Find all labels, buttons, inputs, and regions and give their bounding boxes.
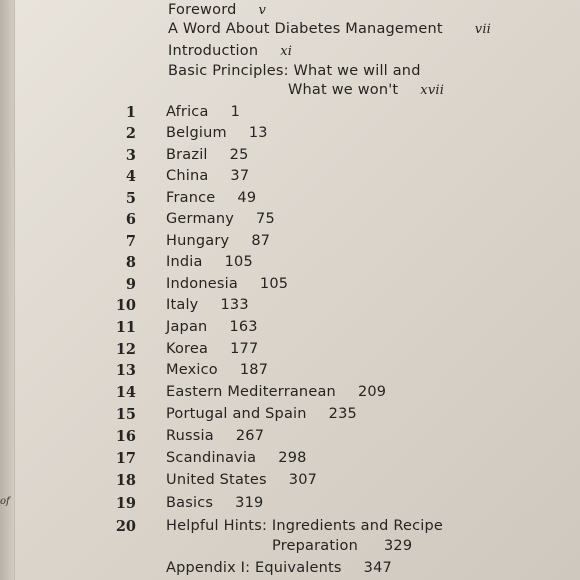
chapter-title-line <box>166 254 253 270</box>
chapter-title-line <box>166 362 268 378</box>
chapter-number: 19 <box>115 495 136 512</box>
chapter-title: India <box>166 254 203 270</box>
chapter-number: 16 <box>115 428 136 445</box>
chapter-number: 1 <box>125 104 136 121</box>
entry-page: xvii <box>420 83 445 98</box>
chapter-page: 235 <box>328 406 357 422</box>
chapter-number: 15 <box>115 406 136 423</box>
chapter-title-line <box>166 518 443 534</box>
chapter-number: 9 <box>125 276 136 293</box>
chapter-title-line <box>166 472 317 488</box>
chapter-title: Hungary <box>166 233 230 249</box>
chapter-title-line <box>166 341 258 357</box>
chapter-title-line <box>166 384 386 400</box>
chapter-title: Portugal and Spain <box>166 406 307 422</box>
chapter-title: Korea <box>166 341 209 357</box>
chapter-page: 25 <box>229 147 249 163</box>
chapter-title: Africa <box>166 104 209 120</box>
chapter-title-line <box>166 450 307 466</box>
chapter-number: 13 <box>115 362 136 379</box>
chapter-page: 105 <box>224 254 253 270</box>
chapter-title-line <box>166 125 268 141</box>
chapter-page: 105 <box>259 276 289 292</box>
chapter-title: Belgium <box>166 125 227 141</box>
margin-text: of <box>0 496 10 507</box>
chapter-page: 187 <box>239 362 269 378</box>
chapter-number: 18 <box>115 472 136 489</box>
chapter-title: China <box>166 168 209 184</box>
chapter-page: 75 <box>256 211 275 227</box>
chapter-title: Scandinavia <box>166 450 257 466</box>
chapter-title-line-continued <box>272 538 412 554</box>
chapter-title: Japan <box>166 319 208 335</box>
toc-entry-basic-principles <box>168 63 421 79</box>
chapter-title: Italy <box>166 297 199 313</box>
chapter-number: 12 <box>115 341 136 358</box>
chapter-number: 8 <box>125 254 136 271</box>
entry-title: Basic Principles: What we will and <box>168 63 421 79</box>
entry-title: A Word About Diabetes Management <box>168 21 443 37</box>
chapter-number: 6 <box>125 211 136 228</box>
chapter-number: 7 <box>125 233 136 250</box>
appendix-page: 347 <box>363 560 392 576</box>
entry-page: vii <box>474 22 492 37</box>
chapter-title: Eastern Mediterranean <box>166 384 336 400</box>
chapter-title-line <box>166 319 258 335</box>
chapter-number: 17 <box>115 450 136 467</box>
chapter-number: 4 <box>125 168 136 185</box>
toc-entry-diabetes-management <box>168 21 491 37</box>
chapter-title-continued: Preparation <box>272 538 358 554</box>
chapter-page: 177 <box>230 341 259 357</box>
chapter-title-line <box>166 190 256 206</box>
toc-entry-foreword <box>168 2 266 18</box>
chapter-page: 298 <box>278 450 307 466</box>
chapter-title: Helpful Hints: Ingredients and Recipe <box>166 518 444 534</box>
chapter-title-line <box>166 428 264 444</box>
chapter-title-line <box>166 168 249 184</box>
chapter-number: 11 <box>115 319 136 336</box>
chapter-title-line <box>166 276 288 292</box>
chapter-number: 2 <box>125 125 136 142</box>
chapter-number: 14 <box>115 384 136 401</box>
chapter-title-line <box>166 297 249 313</box>
chapter-page: 87 <box>251 233 271 249</box>
entry-title: Foreword <box>168 2 237 18</box>
chapter-page: 267 <box>235 428 265 444</box>
toc-entry-introduction <box>168 43 292 59</box>
chapter-number: 3 <box>125 147 136 164</box>
chapter-title-line <box>166 147 249 163</box>
toc-entry-appendix <box>166 560 392 576</box>
chapter-title: Mexico <box>166 362 218 378</box>
chapter-number: 20 <box>115 518 136 535</box>
chapter-title: Brazil <box>166 147 208 163</box>
chapter-title: Indonesia <box>166 276 238 292</box>
chapter-title-line <box>166 406 357 422</box>
entry-title: Introduction <box>168 43 259 59</box>
chapter-page: 13 <box>248 125 268 141</box>
chapter-number: 5 <box>125 190 136 207</box>
chapter-title-line <box>166 495 263 511</box>
chapter-title: France <box>166 190 216 206</box>
chapter-page: 329 <box>383 538 413 554</box>
chapter-page: 37 <box>230 168 250 184</box>
chapter-page: 49 <box>237 190 257 206</box>
entry-title-continued: What we won't <box>288 82 399 98</box>
appendix-title: Appendix I: Equivalents <box>166 560 342 576</box>
entry-page: xi <box>280 44 293 59</box>
chapter-page: 133 <box>220 297 249 313</box>
chapter-page: 319 <box>235 495 264 511</box>
chapter-title: Basics <box>166 495 214 511</box>
chapter-title: United States <box>166 472 267 488</box>
chapter-page: 209 <box>357 384 387 400</box>
chapter-title-line <box>166 104 240 120</box>
chapter-title-line <box>166 211 275 227</box>
toc-entry-basic-principles-cont <box>288 82 444 98</box>
chapter-page: 163 <box>229 319 258 335</box>
chapter-title: Germany <box>166 211 235 227</box>
entry-page: v <box>258 3 267 18</box>
chapter-title-line <box>166 233 270 249</box>
chapter-number: 10 <box>115 297 136 314</box>
chapter-page: 1 <box>230 104 240 120</box>
chapter-title: Russia <box>166 428 214 444</box>
chapter-page: 307 <box>288 472 318 488</box>
